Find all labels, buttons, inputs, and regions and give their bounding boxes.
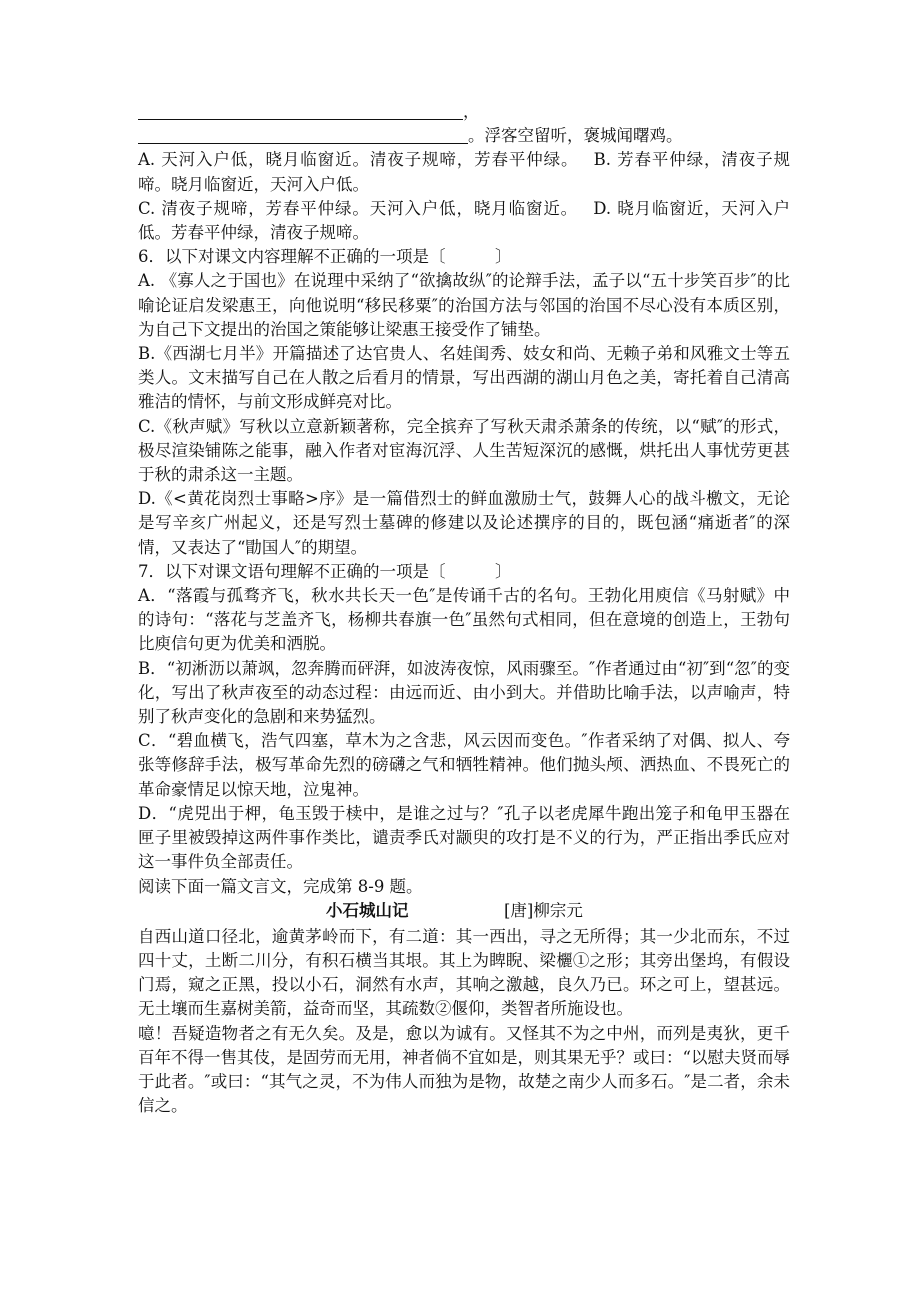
blank-line-2-tail: 。浮客空留听，褒城闻曙鸡。 xyxy=(468,126,683,146)
passage-paragraph-1: 自西山道口径北，逾黄茅岭而下，有二道：其一西出，寻之无所得；其一少北而东，不过四十丈，土断二川分，有积石横当其垠。其上为睥睨、梁欐①之形；其旁出堡坞，有假设门焉，窥之正黑，投以小石，洞然有水声，其响之激越，良久乃已。环之可上，望甚远。无土壤而生嘉树美箭，益奇而坚，其疏数②偃仰，类智者所施设也。 xyxy=(138,926,790,1019)
passage-paragraph-2: 噫！吾疑造物者之有无久矣。及是，愈以为诚有。又怪其不为之中州，而列是夷狄，更千百年不得一售其伎，是固劳而无用，神者倘不宜如是，则其果无乎？或曰：“以慰夫贤而辱于此者。″或曰：“其气之灵，不为伟人而独为是物，故楚之南少人而多石。″是二者，余未信之。 xyxy=(138,1023,790,1116)
q6-option-c: C.《秋声赋》写秋以立意新颖著称，完全摈弃了写秋天肃杀萧条的传统，以“赋″的形式，极尽渲染铺陈之能事，融入作者对宦海沉浮、人生苦短深沉的感慨，烘托出人事忧劳更甚于秋的肃杀这一主题。 xyxy=(138,416,790,485)
fill-blank-line-2 xyxy=(138,124,790,148)
reading-intro: 阅读下面一篇文言文，完成第 8-9 题。 xyxy=(138,876,423,896)
q7-option-c: C．“碧血横飞，浩气四塞，草木为之含悲，风云因而变色。″作者采纳了对偶、拟人、夸张等修辞手法，极写革命先烈的磅礴之气和牺牲精神。他们抛头颅、洒热血、不畏死亡的革命豪情足以惊天地，泣鬼神。 xyxy=(138,731,790,799)
passage-author: [唐]柳宗元 xyxy=(504,900,583,920)
q5-option-cd: C. 清夜子规啼，芳春平仲绿。天河入户低，晓月临窗近。 D. 晓月临窗近，天河入户低。芳春平仲绿，清夜子规啼。 xyxy=(138,198,790,243)
q7-stem: 7．以下对课文语句理解不正确的一项是〔 〕 xyxy=(138,561,512,581)
document-page xyxy=(138,100,790,1118)
q7-option-b: B．“初淅沥以萧飒，忽奔腾而砰湃，如波涛夜惊，风雨骤至。″作者通过由“初″到“忽″的变化，写出了秋声夜至的动态过程：由远而近、由小到大。并借助比喻手法，以声喻声，特别了秋声变化的急剧和来势猛烈。 xyxy=(138,658,790,727)
fill-blank-line-1 xyxy=(138,100,790,124)
q7-option-d: D．“虎兕出于柙，龟玉毁于椟中，是谁之过与？″孔子以老虎犀牛跑出笼子和龟甲玉器在匣子里被毁掉这两件事作类比，谴责季氏对颛臾的攻打是不义的行为，严正指出季氏应对这一事件负全部责任。 xyxy=(138,803,790,872)
answer-blank-2 xyxy=(138,127,468,144)
q6-option-a: A. 《寡人之于国也》在说理中采纳了“欲擒故纵″的论辩手法，孟子以“五十步笑百步″的比喻论证启发梁惠王，向他说明“移民移粟″的治国方法与邻国的治国不尽心没有本质区别，为自己下文提出的治国之策能够让梁惠王接受作了铺垫。 xyxy=(138,271,790,339)
passage-heading xyxy=(138,899,790,925)
answer-blank-1 xyxy=(138,103,463,120)
q5-option-ab: A. 天河入户低，晓月临窗近。清夜子规啼，芳春平仲绿。 B. 芳春平仲绿，清夜子规啼。晓月临窗近，天河入户低。 xyxy=(138,150,790,194)
q6-option-b: B.《西湖七月半》开篇描述了达官贵人、名娃闺秀、妓女和尚、无赖子弟和风雅文士等五类人。文末描写自己在人散之后看月的情景，写出西湖的湖山月色之美，寄托着自己清高雅洁的情怀，与前文形成鲜亮对比。 xyxy=(138,344,790,412)
q6-option-d: D.《<黄花岗烈士事略>序》是一篇借烈士的鲜血激励士气，鼓舞人心的战斗檄文，无论是写辛亥广州起义，还是写烈士墓碑的修建以及论述撰序的目的，既包涵“痛逝者″的深情，又表达了“勖国人″的期望。 xyxy=(138,489,790,557)
blank-line-1-tail: ， xyxy=(463,102,480,121)
q6-stem: 6．以下对课文内容理解不正确的一项是〔 〕 xyxy=(138,247,512,267)
passage-title: 小石城山记 xyxy=(326,900,409,920)
q7-option-a: A．“落霞与孤骛齐飞，秋水共长天一色″是传诵千古的名句。王勃化用庾信《马射赋》中的诗句：“落花与芝盖齐飞，杨柳共春旗一色″虽然句式相同，但在意境的创造上，王勃句比庾信句更为优美和洒脱。 xyxy=(138,586,790,654)
